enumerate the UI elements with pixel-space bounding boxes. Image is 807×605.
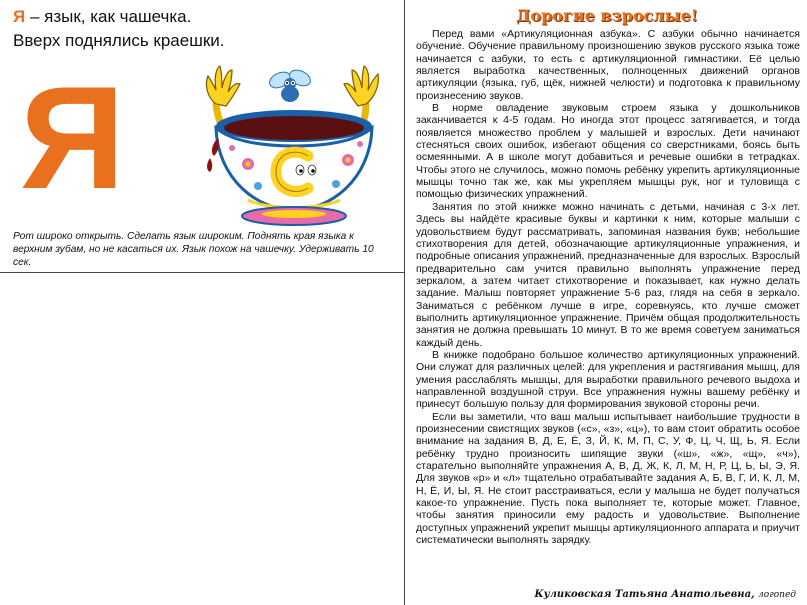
paragraph: Перед вами «Артикуляционная азбука». С азбуки обычно начинается обучение. Обучение правильному произношению звуков русского языка тоже начинается с азбуки, то есть с артикуляционной гимнастики. Её целью является выработка качественных, полноценных движений органов артикуляции (языка, губ, щёк, нижней челюсти) и подготовка к правильному произнесению звуков. xyxy=(416,28,800,102)
card-heading xyxy=(13,6,191,28)
card-heading-line2: Вверх поднялись краешки. xyxy=(13,31,225,50)
cup-illustration xyxy=(188,60,400,235)
preface-text xyxy=(416,28,800,546)
exercise-caption: Рот широко открыть. Сделать язык широким. Поднять края языка к верхним зубам, но не касаться их. Язык похож на чашечку. Удерживать 10 сек. xyxy=(13,231,374,268)
preface-page xyxy=(410,0,804,605)
paragraph: Занятия по этой книжке можно начинать с детьми, начиная с 3-х лет. Здесь вы найдёте красивые буквы и картинки к ним, которые малыши с удовольствием будут рассматривать, запоминая названия букв; небольшие стихотворения для детей, обозначающие артикуляционные упражнения, и подробные описания упражнений, предназначенные для взрослых. Взрослый предварительно сам учится правильно выполнять упражнение перед зеркалом, а затем читает стихотворение и показывает, как нужно делать задание. Малыш повторяет упражнение 5-6 раз, глядя на себя в зеркало. Заниматься с ребёнком лучше в игре, соревнуясь, кто лучше сможет выполнить артикуляционное упражнение. Причём общая продолжительность занятия не должна превышать 10 минут. В то же время советуем заниматься каждый день. xyxy=(416,200,800,349)
fly-icon xyxy=(267,67,313,102)
signature-name: Куликовская Татьяна Анатольевна, xyxy=(534,589,755,600)
drip-icon xyxy=(207,138,219,172)
card-bottom-border xyxy=(0,272,404,273)
heading-letter: Я xyxy=(13,7,26,26)
signature xyxy=(535,589,796,601)
paragraph: В норме овладение звуковым строем языка у дошкольников заканчивается к 4-5 годам. Но иногда этот процесс затягивается, и тогда появляется множество проблем у малышей и взрослых. Дети начинают стесняться своих ошибок, избегают общения со сверстниками, боясь быть осмеянными. А в школе могут добавиться и речевые ошибки в тетрадках. Чтобы этого не случилось, можно помочь ребёнку укрепить артикуляционные мышцы точно так же, как мы укрепляем мышцы рук, ног и туловища с помощью физических упражнений. xyxy=(416,102,800,201)
big-letter: Я xyxy=(20,56,123,219)
signature-role: логопед xyxy=(758,590,796,600)
page-spine xyxy=(404,0,405,605)
heading-text: – язык, как чашечка. xyxy=(25,7,192,26)
page-title: Дорогие взрослые! xyxy=(516,6,698,25)
paragraph: Если вы заметили, что ваш малыш испытывает наибольшие трудности в произнесении свистящих звуков («с», «з», «ц»), то вам стоит обратить особое внимание на задания В, Д, Е, Ё, З, Й, К, М, П, С, У, Ф, Ц, Ч, Щ, Ь, Я. Если ребёнку трудно произносить шипящие звуки («ш», «ж», «щ», «ч»), старательно выполняйте упражнения А, В, Д, Ж, К, Л, М, Н, Р, Ц, Ь, Ы, Э, Я. Для звуков «р» и «л» тщательно отрабатывайте задания А, Б, В, Г, И, К, Л, М, Н, Ё, И, Ы, Я. Не стоит расстраиваться, если у малыша не будет получаться какое-то упражнение. Пусть пока выполняет те, которые может. Главное, чтобы занятия приносили ему радость и удовольствие. Выполнение доступных упражнений укрепит мышцы артикуляционного аппарата и приучит систематически выполнять зарядку. xyxy=(416,410,800,547)
paragraph: В книжке подобрано большое количество артикуляционных упражнений. Они служат для различных целей: для укрепления и растягивания мышц, для умения расслаблять мышцы, для выработки правильного речевого выдоха и направленной воздушной струи. Все упражнения нужны вашему ребёнку и принесут большую пользу для формирования звуковой стороны речи. xyxy=(416,348,800,411)
letter-card xyxy=(0,0,404,272)
